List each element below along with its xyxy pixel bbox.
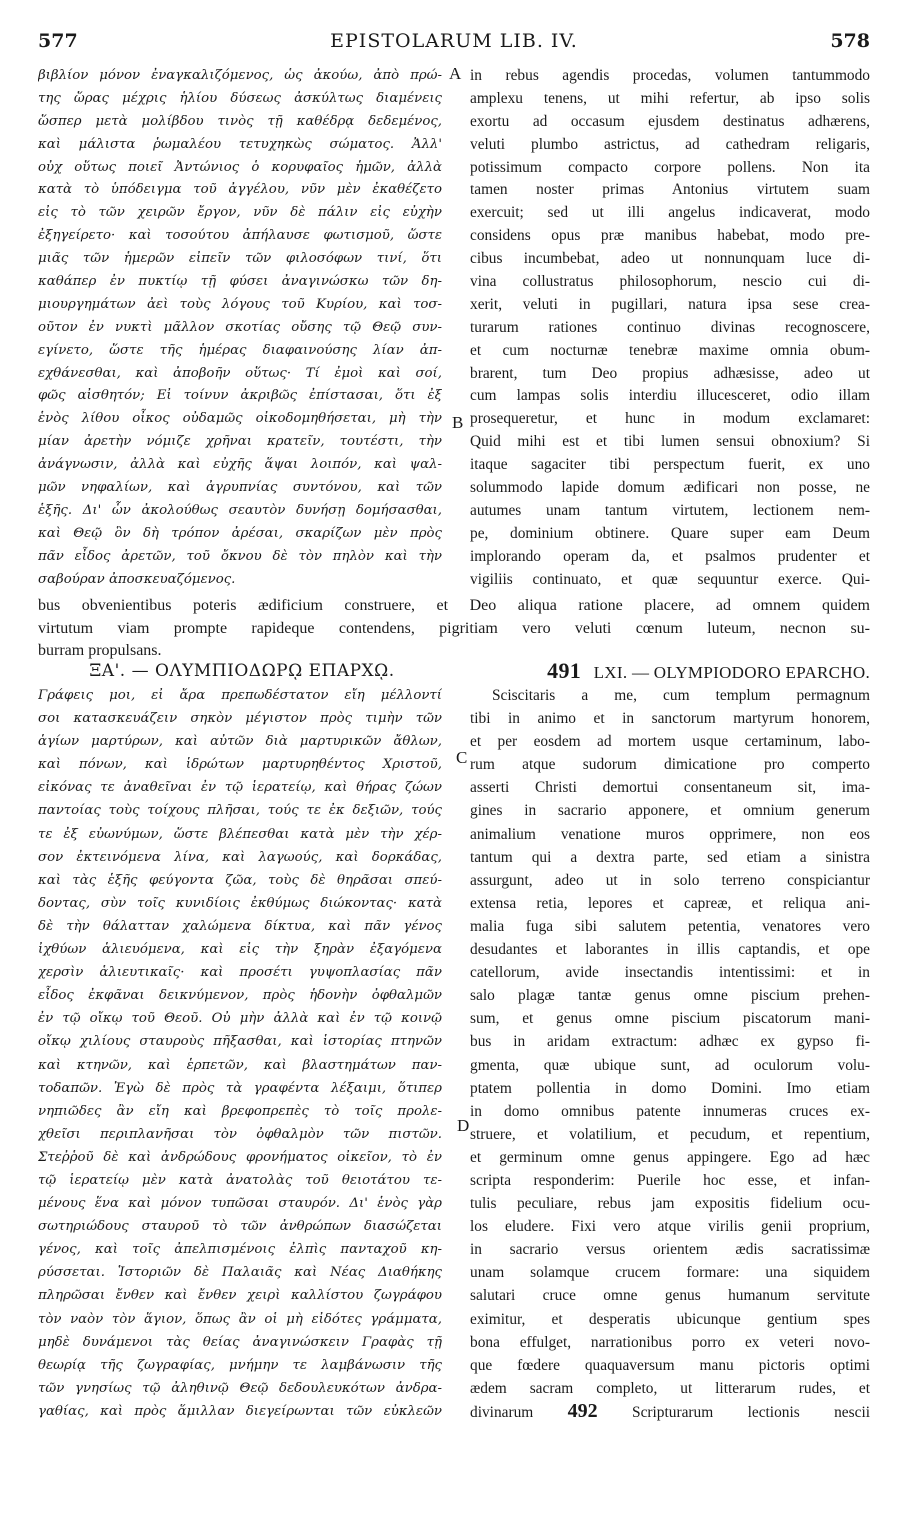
greek-text-line: ρύσσεται. Ἱστοριῶν δὲ Παλαιᾶς καὶ Νέας Διαθήκης <box>38 1265 442 1281</box>
greek-text-line: χθεῖσι περιπλανῆσαι τὸν ὀφθαλμὸν τῶν πιστῶν. <box>38 1126 442 1142</box>
latin-text-line: potissimum compacto corpore pollens. Non ita <box>470 158 870 176</box>
greek-text-line: ἐξηγείρετο· καὶ τοσούτου ἀπήλαυσε φωτισμοῦ, ὥστε <box>38 228 442 244</box>
latin-text-line: los eludere. Fixi vero atque virilis genii proprium, <box>470 1218 870 1236</box>
greek-text-line: γένος, καὶ τοῖς ἀπελπισμένοις ἐλπὶς πανταχοῦ κη- <box>38 1242 442 1258</box>
greek-text-line: τῶν γνησίως τῷ ἀληθινῷ Θεῷ δεδουλευκότων ἀνδρα- <box>38 1380 442 1396</box>
greek-text-line: μιουργημάτων ἀεὶ τοὺς λόγους τοῦ Κυρίου, καὶ τοσ- <box>38 296 442 312</box>
latin-text-line: xerit, veluti in pugillari, natura ipsa sese crea- <box>470 295 870 313</box>
latin-text-line: cum lampas solis interdiu illucesceret, odio illam <box>470 387 870 405</box>
section-marker-a: A <box>449 64 462 83</box>
latin-text-line: turarum rationes continuo divinas recognoscere, <box>470 318 870 336</box>
latin-text-line: et germinum omne genus appingere. Ego ad hæc <box>470 1148 870 1166</box>
greek-text-line: ἁγίων μαρτύρων, καὶ αὐτῶν διὰ μαρτυρικῶν ἄθλων, <box>38 734 442 750</box>
latin-text-line: malia fuga sibi salutem petentia, venatores vero <box>470 917 870 935</box>
greek-text-line: μένους ἕνα καὶ μόνον τυπῶσαι σταυρόν. Δι' ἑνὸς γὰρ <box>38 1196 442 1212</box>
latin-text-line: amplexu tenens, ut mihi refertur, ab ipso solis <box>470 89 870 107</box>
greek-text-line: δὲ τὴν θάλατταν χαλώμενα δίκτυα, καὶ πᾶν γένος <box>38 918 442 934</box>
greek-text-line: εχθάνεσθαι, καὶ ἀποβοῆν οὕτως· Τί ἐμοὶ καὶ σοί, <box>38 365 442 381</box>
greek-text-line: εἰκόνας τε ἀναθεῖναι ἐν τῷ ἱερατείῳ, καὶ θήρας ζώων <box>38 780 442 796</box>
latin-text-line: prosequeretur, et hunc in modum exclamaret: <box>470 410 870 428</box>
greek-text-line: νηπιῶδες ἂν εἴη καὶ βρεφοπρεπὲς τὸ τοῖς προλε- <box>38 1103 442 1119</box>
greek-text-line: καὶ Θεῷ ὃν δὴ τρόπον ἀρέσαι, σκαρίζων μὲν πρὸς <box>38 525 442 541</box>
greek-text-line: θεωρίᾳ τῆς ζωγραφίας, μνήμην τε λαμβάνωσιν τῆς <box>38 1357 442 1373</box>
latin-text-line: brarent, tum Deo propius adhæsisse, adeo ut <box>470 364 870 382</box>
section-marker-d: D <box>457 1116 470 1135</box>
latin-text-line: considens opus præ manibus habebat, modo pre- <box>470 227 870 245</box>
latin-text-line: autumes unam tantum virtutem, lectionem nem- <box>470 501 870 519</box>
latin-text-line: asserti Christi demortui consentaneum sit, ima- <box>470 779 870 797</box>
greek-text-line: οὐχ οὕτως ποιεῖ Ἀντώνιος ὁ κορυφαῖος ἡμῶν, ἀλλὰ <box>38 159 442 175</box>
latin-text-line: struere, et volatilium, et pecudum, et repentium, <box>470 1125 870 1143</box>
latin-text-line: sum, et genus omne piscium piscatorum mani- <box>470 1010 870 1028</box>
latin-text-line: vina collustratus philosophorum, nescio cui di- <box>470 273 870 291</box>
greek-text-line: μιᾶς τῶν ἡμερῶν εἰπεῖν τῶν φιλοσόφων τινί, ὅτι <box>38 251 442 267</box>
latin-text-line: exortu ad occasum ejusdem destinatus adhærens, <box>470 112 870 130</box>
latin-text-line: tamen noster primas Antonius virtutem suam <box>470 181 870 199</box>
greek-text-line: καθάπερ ἐν πυκτίῳ τῇ φύσει ἀναγινώσκω τῶν δη- <box>38 274 442 290</box>
latin-text-line: veluti plumbo astrictus, ad cathedram religaris, <box>470 135 870 153</box>
greek-text-line: τὸν ναὸν τὸν ἅγιον, ὅπως ἂν οἱ μὴ εἰδότες γράμματα, <box>38 1311 442 1327</box>
latin-text-line: exercuit; sed ut illi angelus indicaverat, modo <box>470 204 870 222</box>
greek-text-line: ἐν τῷ οἴκῳ τοῦ Θεοῦ. Οὐ μὴν ἀλλὰ καὶ ἐν τῷ κοινῷ <box>38 1011 442 1027</box>
latin-letter-title <box>470 658 870 684</box>
greek-text-line: καὶ κτηνῶν, καὶ ἑρπετῶν, καὶ βλαστημάτων παν- <box>38 1057 442 1073</box>
page-number-right: 578 <box>830 30 870 52</box>
latin-text-line: scripta responderim: Puerile hoc esse, et infan- <box>470 1171 870 1189</box>
greek-text-line: σον ἐκτεινόμενα λίνα, καὶ λαγωούς, καὶ δορκάδας, <box>38 849 442 865</box>
greek-text-line: εἶδος ἐκφᾶναι δεικνύμενον, πρὸς ἡδονὴν ὀφθαλμῶν <box>38 988 442 1004</box>
greek-text-line: πᾶν εἶδος ἀρετῶν, τοῦ ὄκνου δὲ τὸν πηλὸν καὶ τὴν <box>38 548 442 564</box>
greek-text-line: τῷ ἱερατείῳ μὲν κατὰ ἀνατολὰς τοῦ θειοτάτου τε- <box>38 1172 442 1188</box>
latin-text-line: gmenta, quæ ubique sunt, ad oculorum volu- <box>470 1056 870 1074</box>
greek-text-line: τε ἐξ εὐωνύμων, ὥστε βλέπεσθαι κατὰ μὲν τὴν χέρ- <box>38 826 442 842</box>
greek-text-line: χερσὶν ἁλιευτικαῖς· καὶ προσέτι γυψοπλασίας πᾶν <box>38 965 442 981</box>
page-header <box>38 30 870 60</box>
greek-text-line: ἑξῆς. Δι' ὧν ἀκολούθως σεαυτὸν δυνήσῃ δομήσασθαι, <box>38 502 442 518</box>
latin-text-line: bus obvenientibus poteris ædificium construere, et Deo aliqua ratione placere, ad omnem quidem <box>38 597 870 614</box>
latin-text-fragment: Scripturarum lectionis nescii <box>632 1403 870 1421</box>
latin-text-line: et per eosdem ad mortem usque certaminum, labo- <box>470 733 870 751</box>
latin-text-line: catellorum, avide insectandis intentissimi: et in <box>470 964 870 982</box>
latin-text-line: ædem sacram completo, ut litterarum rudes, et <box>470 1379 870 1397</box>
greek-text-line: δοντας, σὺν τοῖς κυνιδίοις ἐκθύμως διώκοντας· κατὰ <box>38 895 442 911</box>
latin-text-line: in domo omnibus patente innumeras cruces ex- <box>470 1102 870 1120</box>
greek-text-line: γαθίας, καὶ πρὸς ἅμιλλαν διεγείρωνται τῶν εὐκλεῶν <box>38 1403 442 1419</box>
latin-text-line: animalium venatione muros opprimere, non eos <box>470 825 870 843</box>
greek-text-line: ἰχθύων ἁλιευόμενα, καὶ εἰς τὴν ξηρὰν ἐξαγόμενα <box>38 942 442 958</box>
latin-text-line: que fœdere quaquaversum manu pictoris optimi <box>470 1356 870 1374</box>
greek-text-line: σαβούραν ἀποσκευαζόμενος. <box>38 571 236 587</box>
latin-text-line: in rebus agendis procedas, volumen tantummodo <box>470 67 870 84</box>
latin-text-line: tantum qui a dextra parte, sed etiam a sinistra <box>470 848 870 866</box>
latin-text-line: eximitur, et desperatis ubicunque gentium spes <box>470 1310 870 1328</box>
latin-text-fragment: divinarum <box>470 1403 534 1421</box>
latin-text-line: rum atque sudorum dimicatione pro comperto <box>470 756 870 774</box>
greek-letter-title: ΞΑ'. — ΟΛΥΜΠΙΟΔΩΡῼ ΕΠΑΡΧῼ. <box>89 661 395 681</box>
latin-text-line: salo plagæ tantæ genus omne piscium prehen- <box>470 987 870 1005</box>
greek-text-line: καὶ μάλιστα ῥωμαλέου τετυχηκὼς σώματος. Ἀλλ' <box>38 136 442 152</box>
greek-text-line: καὶ τὰς ἑξῆς φεύγοντα ζῶα, τοὺς δὲ θηρᾶσαι σπεύ- <box>38 872 442 888</box>
greek-text-line: εγίνετο, ὥστε τῆς ἡμέρας διαφαινούσης λίαν ἀπ- <box>38 342 442 358</box>
greek-text-line: οἴκῳ χιλίους σταυροὺς πῆξασθαι, καὶ ἱστορίας πτηνῶν <box>38 1034 442 1050</box>
latin-text-line: Sciscitaris a me, cum templum permagnum <box>492 687 870 704</box>
greek-text-line: Γράφεις μοι, εἰ ἄρα πρεπωδέστατον εἴη μέλλοντί <box>38 688 442 703</box>
latin-text-line: itaque sagaciter tibi perspectum fuerit, ex uno <box>470 456 870 474</box>
greek-text-line: παντοίας τοὺς τοίχους πλῆσαι, τούς τε ἐκ δεξιῶν, τούς <box>38 803 442 819</box>
latin-text-line: virtutum viam prompte rapideque contendens, pigritiam vero veluti cœnum luteum, necnon su- <box>38 619 870 637</box>
latin-text-line: solummodo lapide domum ædificari non posse, ne <box>470 479 870 497</box>
latin-text-line: implorando operam da, et psalmos prudenter et <box>470 547 870 565</box>
page-number-left: 577 <box>38 30 78 52</box>
latin-text-line <box>470 1400 870 1423</box>
latin-letter-title-text: LXI. — OLYMPIODORO EPARCHO. <box>593 663 870 682</box>
greek-text-line: κατὰ τὸ ὑπόδειγμα τοῦ ἀγγέλου, νῦν μὲν ἐκαθέζετο <box>38 182 442 198</box>
section-marker-c: C <box>456 748 468 767</box>
latin-text-line: tibi in animo et in sanctorum martyrum honorem, <box>470 710 870 728</box>
latin-text-line: cibus incumbebat, adeo ut nonnunquam luce di- <box>470 250 870 268</box>
greek-text-line: Στεῤῥοῦ δὲ καὶ ἀνδρώδους φρονήματος οἰκεῖον, τὸ ἐν <box>38 1149 442 1165</box>
greek-column-bottom <box>38 684 442 1423</box>
latin-text-line: salutari cruce omne genus humanum servitute <box>470 1287 870 1305</box>
latin-full-width-paragraph <box>38 595 870 663</box>
latin-column-bottom <box>470 684 870 1423</box>
greek-text-line: πληρῶσαι ἔνθεν καὶ ἔνθεν χειρὶ καλλίστου ζωγράφου <box>38 1288 442 1304</box>
latin-text-line: tulis peculiare, rebus jam expositis fidelium ocu- <box>470 1195 870 1213</box>
greek-text-line: μηδὲ δυνάμενοι τὰς θείας ἀναγινώσκειν Γραφὰς τῇ <box>38 1334 442 1350</box>
greek-text-line: μίαν ἀρετὴν νόμιζε χρῆναι κρατεῖν, τουτέστι, τὴν <box>38 434 442 450</box>
latin-text-line: extensa retia, lepores et capreæ, et reliqua ani- <box>470 894 870 912</box>
latin-text-line: in sacrario versus orientem ædis sacratissimæ <box>470 1241 870 1259</box>
greek-text-line: τοδαπῶν. Ἐγὼ δὲ πρὸς τὰ γραφέντα λέξαιμι, ὅτιπερ <box>38 1080 442 1096</box>
greek-text-line: βιβλίον μόνον ἐναγκαλιζόμενος, ὡς ἀκούω, ἀπὸ πρώ- <box>38 68 442 83</box>
latin-text-line: pe, dominium obtinere. Quare super eam Deum <box>470 524 870 542</box>
latin-text-line: gines in sacrario apponere, et omnium generum <box>470 802 870 820</box>
latin-text-line: ptatem pollentia in domo Domini. Imo etiam <box>470 1079 870 1097</box>
greek-text-line: ἀνάγνωσιν, ἀλλὰ καὶ εὐχῆς ἅψαι λοιπόν, καὶ ψαλ- <box>38 457 442 473</box>
latin-text-line: Quid mihi est et tibi lumen sensui obnoxium? Si <box>470 433 870 451</box>
latin-text-line: vigiliis continuato, et quæ sequuntur exerce. Qui- <box>470 570 870 588</box>
latin-text-line: desudantes et laborantes in illis captandis, et ope <box>470 941 870 959</box>
greek-text-line: φῶς αἰσθητόν; Εἰ τοίνυν ἀκριβῶς ἐπίστασαι, ὅτι ἐξ <box>38 388 442 404</box>
greek-text-line: καὶ πόνων, καὶ ἱδρώτων μαρτυρηθέντος Χριστοῦ, <box>38 757 442 773</box>
latin-text-line: assurgunt, adeo ut in solo terreno conspiciantur <box>470 871 870 889</box>
greek-column-top <box>38 65 442 591</box>
section-marker-b: B <box>452 413 464 432</box>
greek-text-line: μῶν νηφαλίων, καὶ ἀγρυπνίας συντόνου, καὶ τῶν <box>38 480 442 496</box>
latin-text-line: bona effulget, narrationibus porro ex veteri novo- <box>470 1333 870 1351</box>
latin-text-line: burram propulsans. <box>38 642 162 659</box>
greek-text-line: σοι κατασκευάζειν σηκὸν μέγιστον πρὸς τιμὴν τῶν <box>38 711 442 727</box>
greek-text-line: ἑνὸς λίθου οἶκος οὐδαμῶς οἰκοδομηθήσεται, μὴ τὴν <box>38 411 442 427</box>
latin-text-line: et cum nocturnæ tenebræ maxime omnia obum- <box>470 341 870 359</box>
latin-text-line: bus in aridam extractum: adhæc ex gypso fi- <box>470 1033 870 1051</box>
running-title: EPISTOLARUM LIB. IV. <box>330 30 578 52</box>
latin-text-line: unam solamque crucem formare: una siquidem <box>470 1264 870 1282</box>
greek-text-line: σωτηριώδους σταυροῦ τὸ τῶν ἀνθρώπων διασώζεται <box>38 1219 442 1235</box>
latin-column-top <box>470 65 870 591</box>
greek-text-line: οῦτον ἐν νυκτὶ μᾶλλον σκοτίας οὔσης τῷ Θεῷ συν- <box>38 319 442 335</box>
greek-text-line: της ὥρας μέχρις ἡλίου δύσεως ἀσκύλτως διαμένεις <box>38 90 442 106</box>
greek-text-line: ὥσπερ μετὰ μολίβδου τινὸς τῇ καθέδρᾳ δεδεμένος, <box>38 113 442 129</box>
column-number-badge: 492 <box>567 1399 598 1422</box>
greek-text-line: εἰς τὸ τῶν χειρῶν ἔργον, νῦν δὲ πάλιν εἰς εὐχὴν <box>38 205 442 221</box>
column-number-badge: 491 <box>547 658 582 683</box>
